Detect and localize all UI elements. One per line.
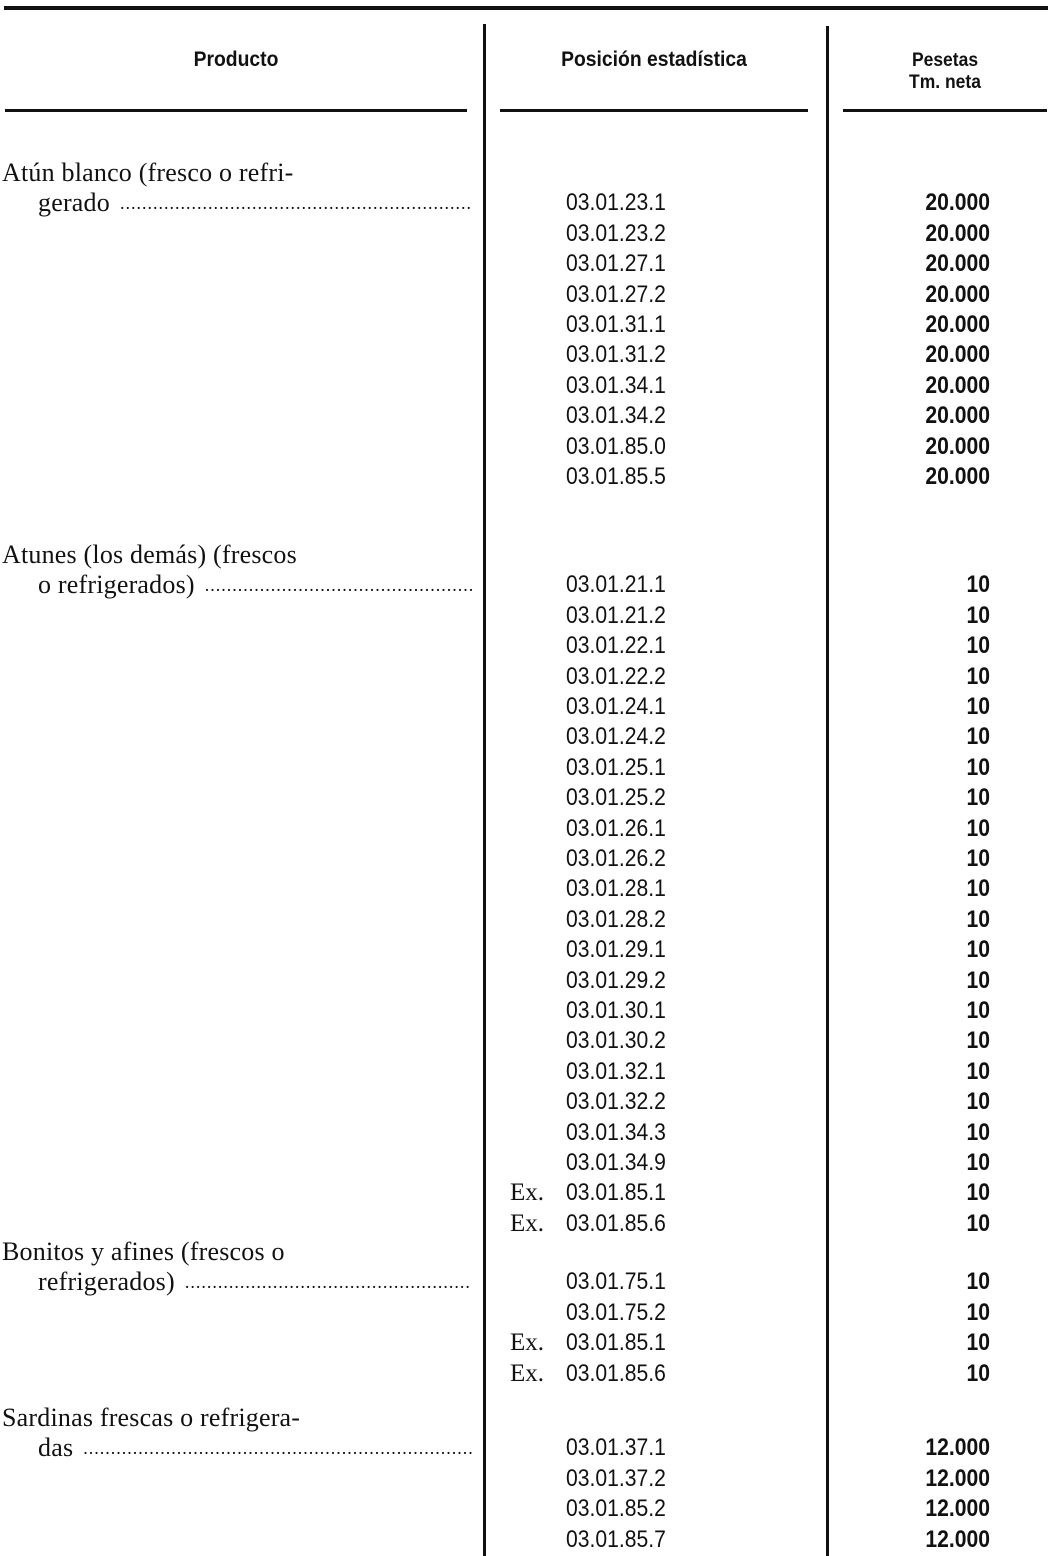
statistical-position-code: 03.01.34.2 xyxy=(566,402,666,430)
statistical-position-code: 03.01.28.2 xyxy=(566,905,666,933)
table-row xyxy=(0,1328,1052,1358)
pesetas-value: 10 xyxy=(966,753,990,781)
table-row xyxy=(0,1087,1052,1117)
pesetas-value: 10 xyxy=(966,1359,990,1387)
pesetas-value: 10 xyxy=(966,662,990,690)
statistical-position-code: 03.01.32.2 xyxy=(566,1088,666,1116)
pesetas-value: 20.000 xyxy=(925,280,990,308)
header-pesetas-line2: Tm. neta xyxy=(909,72,981,93)
statistical-position-code: 03.01.31.2 xyxy=(566,341,666,369)
statistical-position-code: 03.01.25.1 xyxy=(566,753,666,781)
pesetas-value: 10 xyxy=(966,571,990,599)
table-row xyxy=(0,1433,1052,1463)
statistical-position-code: 03.01.34.9 xyxy=(566,1149,666,1176)
statistical-position-code: 03.01.34.1 xyxy=(566,371,666,399)
header-underline-posicion xyxy=(500,109,808,112)
pesetas-value: 10 xyxy=(966,1149,990,1176)
pesetas-value: 12.000 xyxy=(925,1464,990,1492)
product-label-line2-text: das xyxy=(38,1433,74,1463)
pesetas-value: 10 xyxy=(966,1298,990,1326)
statistical-position-code: 03.01.30.2 xyxy=(566,1027,666,1055)
pesetas-value: 10 xyxy=(966,1329,990,1357)
statistical-position-code: 03.01.28.1 xyxy=(566,875,666,903)
table-row xyxy=(0,1026,1052,1056)
statistical-position-code: 03.01.21.1 xyxy=(566,571,666,599)
header-pesetas xyxy=(851,50,1039,94)
statistical-position-code: 03.01.34.3 xyxy=(566,1118,666,1146)
statistical-position-code: 03.01.75.1 xyxy=(566,1268,666,1296)
statistical-position-code: 03.01.85.7 xyxy=(566,1525,666,1553)
table-row xyxy=(0,753,1052,783)
top-rule xyxy=(4,6,1048,10)
statistical-position-code: 03.01.24.1 xyxy=(566,693,666,720)
table-row xyxy=(0,188,1052,218)
table-row xyxy=(0,401,1052,431)
header-pesetas-line1: Pesetas xyxy=(911,50,979,71)
pesetas-value: 10 xyxy=(966,1268,990,1296)
pesetas-value: 10 xyxy=(966,1057,990,1085)
header-underline-producto xyxy=(5,109,467,112)
pesetas-value: 10 xyxy=(966,936,990,964)
table-row xyxy=(0,1178,1052,1208)
table-row xyxy=(0,692,1052,722)
statistical-position-code: 03.01.85.1 xyxy=(566,1179,666,1207)
product-label-line2-text: gerado xyxy=(38,188,110,218)
pesetas-value: 20.000 xyxy=(925,432,990,460)
pesetas-value: 20.000 xyxy=(925,189,990,217)
table-row xyxy=(0,219,1052,249)
statistical-position-code: 03.01.29.2 xyxy=(566,966,666,994)
pesetas-value: 10 xyxy=(966,1179,990,1207)
statistical-position-code: 03.01.21.2 xyxy=(566,601,666,629)
table-row xyxy=(0,1118,1052,1148)
table-row xyxy=(0,996,1052,1026)
statistical-position-code: 03.01.75.2 xyxy=(566,1298,666,1326)
product-label-line1: Sardinas frescas o refrigera- xyxy=(2,1403,301,1432)
pesetas-value: 20.000 xyxy=(925,341,990,369)
table-row xyxy=(0,601,1052,631)
statistical-position-code: 03.01.22.2 xyxy=(566,662,666,690)
statistical-position-code: 03.01.37.1 xyxy=(566,1434,666,1462)
ex-prefix: Ex. xyxy=(510,1329,545,1357)
table-row xyxy=(0,1298,1052,1328)
pesetas-value: 20.000 xyxy=(925,250,990,278)
ex-prefix: Ex. xyxy=(510,1359,545,1387)
statistical-position-code: 03.01.85.0 xyxy=(566,432,666,460)
pesetas-value: 20.000 xyxy=(925,311,990,338)
pesetas-value: 10 xyxy=(966,632,990,660)
table-row xyxy=(0,280,1052,310)
statistical-position-code: 03.01.37.2 xyxy=(566,1464,666,1492)
pesetas-value: 20.000 xyxy=(925,402,990,430)
pesetas-value: 10 xyxy=(966,1027,990,1055)
table-row xyxy=(0,814,1052,844)
header-underline-pesetas xyxy=(843,109,1047,112)
statistical-position-code: 03.01.22.1 xyxy=(566,632,666,660)
pesetas-value: 12.000 xyxy=(925,1434,990,1462)
table-row xyxy=(0,340,1052,370)
product-label-line1: Atunes (los demás) (frescos xyxy=(2,540,297,569)
table-row xyxy=(0,249,1052,279)
statistical-position-code: 03.01.27.2 xyxy=(566,280,666,308)
pesetas-value: 10 xyxy=(966,997,990,1024)
statistical-position-code: 03.01.25.2 xyxy=(566,784,666,812)
pesetas-value: 20.000 xyxy=(925,463,990,490)
statistical-position-code: 03.01.24.2 xyxy=(566,723,666,751)
table-row xyxy=(0,462,1052,492)
pesetas-value: 10 xyxy=(966,1118,990,1146)
statistical-position-code: 03.01.85.6 xyxy=(566,1209,666,1237)
ex-prefix: Ex. xyxy=(510,1179,545,1207)
pesetas-value: 10 xyxy=(966,966,990,994)
statistical-position-code: 03.01.26.2 xyxy=(566,845,666,872)
statistical-position-code: 03.01.85.6 xyxy=(566,1359,666,1387)
pesetas-value: 10 xyxy=(966,875,990,903)
ex-prefix: Ex. xyxy=(510,1209,545,1237)
pesetas-value: 10 xyxy=(966,905,990,933)
statistical-position-code: 03.01.23.2 xyxy=(566,219,666,247)
header-posicion-estadistica: Posición estadística xyxy=(561,48,747,71)
table-row xyxy=(0,874,1052,904)
statistical-position-code: 03.01.26.1 xyxy=(566,814,666,842)
table-row xyxy=(0,1359,1052,1389)
header-producto: Producto xyxy=(193,48,279,71)
statistical-position-code: 03.01.31.1 xyxy=(566,311,666,338)
pesetas-value: 10 xyxy=(966,601,990,629)
table-row xyxy=(0,1525,1052,1555)
pesetas-value: 10 xyxy=(966,784,990,812)
table-row xyxy=(0,844,1052,874)
statistical-position-code: 03.01.32.1 xyxy=(566,1057,666,1085)
table-row xyxy=(0,1057,1052,1087)
table-row xyxy=(0,1148,1052,1178)
product-label-line2-text: o refrigerados) xyxy=(38,570,195,600)
statistical-position-code: 03.01.85.5 xyxy=(566,463,666,490)
pesetas-value: 20.000 xyxy=(925,371,990,399)
statistical-position-code: 03.01.27.1 xyxy=(566,250,666,278)
pesetas-value: 20.000 xyxy=(925,219,990,247)
table-row xyxy=(0,722,1052,752)
table-row xyxy=(0,1464,1052,1494)
table-row xyxy=(0,935,1052,965)
table-row xyxy=(0,371,1052,401)
pesetas-value: 12.000 xyxy=(925,1495,990,1523)
statistical-position-code: 03.01.29.1 xyxy=(566,936,666,964)
product-label-line1: Atún blanco (fresco o refri- xyxy=(2,158,294,187)
pesetas-value: 10 xyxy=(966,693,990,720)
table-row xyxy=(0,662,1052,692)
pesetas-value: 10 xyxy=(966,1088,990,1116)
statistical-position-code: 03.01.23.1 xyxy=(566,189,666,217)
table-row xyxy=(0,631,1052,661)
table-row xyxy=(0,1267,1052,1297)
pesetas-value: 10 xyxy=(966,845,990,872)
statistical-position-code: 03.01.85.1 xyxy=(566,1329,666,1357)
table-row xyxy=(0,432,1052,462)
statistical-position-code: 03.01.30.1 xyxy=(566,997,666,1024)
table-row xyxy=(0,783,1052,813)
table-row xyxy=(0,1209,1052,1239)
table-row xyxy=(0,570,1052,600)
pesetas-value: 10 xyxy=(966,723,990,751)
pesetas-value: 10 xyxy=(966,1209,990,1237)
statistical-position-code: 03.01.85.2 xyxy=(566,1495,666,1523)
table-row xyxy=(0,1494,1052,1524)
table-row xyxy=(0,310,1052,340)
pesetas-value: 10 xyxy=(966,814,990,842)
table-row xyxy=(0,905,1052,935)
pesetas-value: 12.000 xyxy=(925,1525,990,1553)
product-label-line2-text: refrigerados) xyxy=(38,1267,175,1297)
table-row xyxy=(0,966,1052,996)
product-label-line1: Bonitos y afines (frescos o xyxy=(2,1237,285,1266)
